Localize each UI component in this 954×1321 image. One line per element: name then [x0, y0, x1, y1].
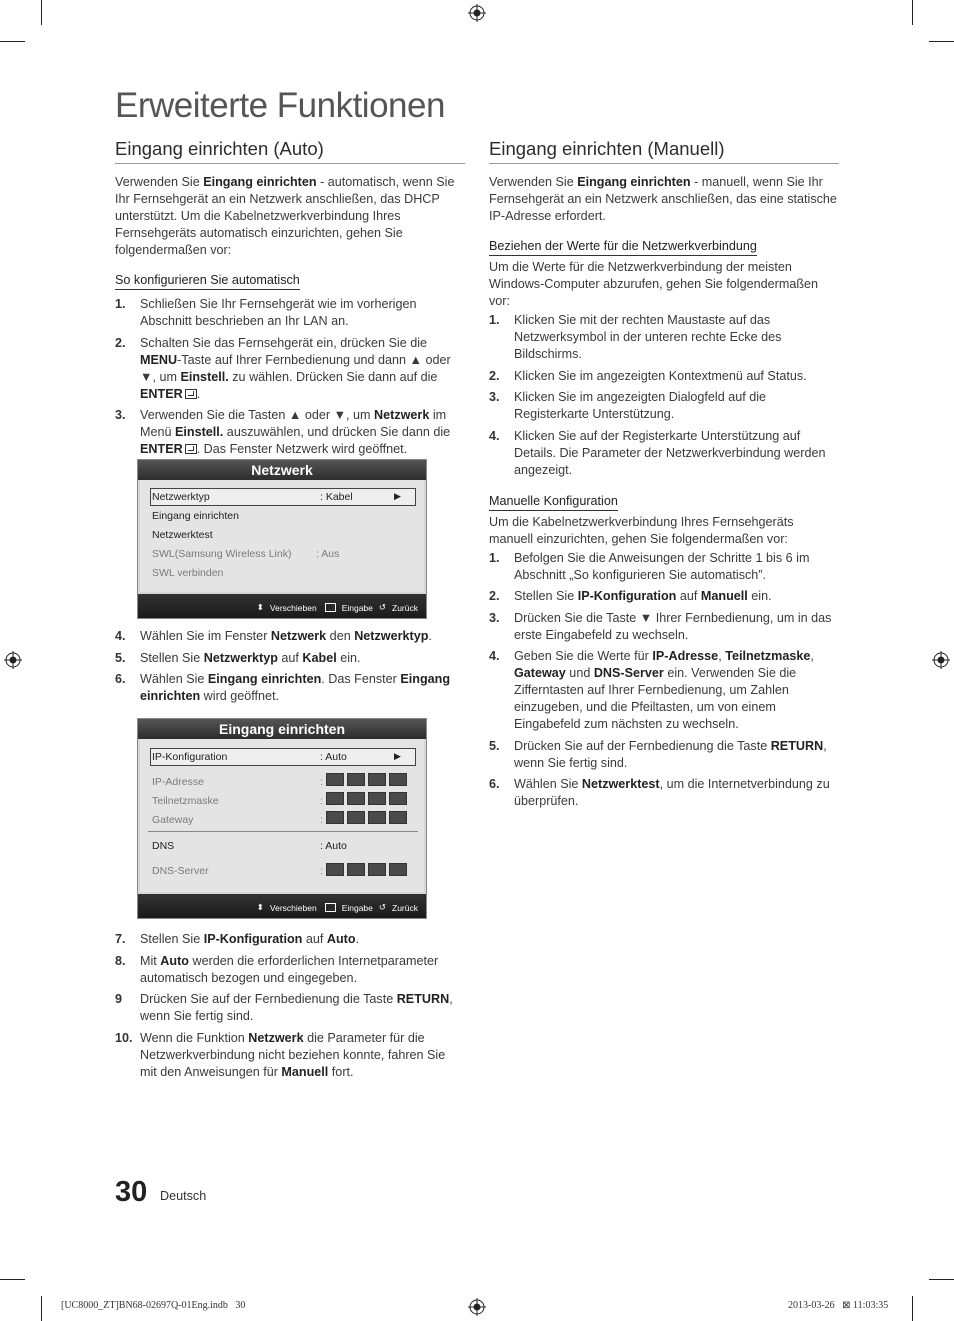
colon: : [320, 865, 323, 877]
footer-back: Zurück [392, 902, 418, 913]
ip-setup-panel [137, 718, 427, 919]
menu-item: SWL verbinden [152, 567, 224, 579]
bold-term: MENU [140, 352, 178, 367]
step-number: 4. [489, 428, 500, 443]
section-title-manual: Eingang einrichten (Manuell) [489, 138, 839, 164]
step-text: Befolgen Sie die Anweisungen der Schritte 1 bis 6 im Abschnitt „So konfigurieren Sie automatisch”. [514, 550, 810, 582]
crop-mark [929, 1279, 954, 1280]
step-number: 1. [489, 550, 500, 565]
step-number: 4. [489, 649, 500, 663]
ip-address-label: IP-Adresse [152, 776, 204, 788]
step-number: 7. [115, 932, 126, 946]
values-paragraph: Um die Werte für die Netzwerkverbindung der meisten Windows-Computer abzurufen, gehen Sie folgendermaßen vor: [489, 260, 819, 308]
gateway-fields[interactable] [326, 811, 407, 824]
bold-term: Manuell [700, 589, 748, 603]
page-number: 30 [115, 1176, 148, 1208]
step-text: Drücken Sie die Taste ▼ Ihrer Fernbedienung, um in das erste Eingabefeld zu wechseln. [514, 610, 832, 642]
list-item [115, 628, 465, 645]
bold-term: Netzwerk [374, 408, 430, 422]
bold-term: Manuell [281, 1064, 329, 1079]
list-item [489, 610, 839, 644]
page-title: Erweiterte Funktionen [115, 86, 445, 125]
bold-term: Netzwerktest [581, 777, 660, 791]
list-item [115, 953, 465, 987]
list-item [489, 588, 839, 605]
dns-server-fields[interactable] [326, 863, 407, 876]
bold-term: IP-Konfiguration [203, 932, 303, 946]
menu-item[interactable]: Eingang einrichten [152, 510, 239, 522]
bold-term: Eingang einrichten [203, 175, 317, 189]
step-number: 1. [489, 313, 500, 327]
bold-term: ENTER [140, 442, 183, 456]
slug-timestamp: 2013-03-26 ⊠ 11:03:35 [788, 1300, 889, 1311]
bold-term: Auto [160, 953, 189, 968]
list-item [115, 650, 465, 667]
list-item [115, 296, 465, 330]
colon: : [320, 814, 323, 826]
subheading-auto: So konfigurieren Sie automatisch [115, 273, 300, 290]
panel-title: Eingang einrichten [138, 719, 426, 739]
footer-enter: Eingabe [341, 602, 373, 613]
step-text: Verwenden Sie die Tasten ▲ oder ▼, um Netzwerk im Menü Einstell. auszuwählen, und drücken Sie dann die ENTER . Das Fenster Netzwerk wird geöffnet. [140, 408, 451, 456]
list-item [115, 931, 465, 948]
step-text: Geben Sie die Werte für IP-Adresse, Teilnetzmaske, Gateway und DNS-Server ein. Verwenden Sie die Zifferntasten auf Ihrer Fernbedienung, um Zahlen einzugeben, und die Pfeiltasten, um von einem Eingabefeld zum nächsten zu wechseln. [514, 649, 814, 731]
step-text: Drücken Sie auf der Fernbedienung die Taste RETURN, wenn Sie fertig sind. [140, 992, 453, 1023]
step-text: Klicken Sie mit der rechten Maustaste auf das Netzwerksymbol in der unteren rechte Ecke des Bildschirms. [514, 313, 782, 361]
crop-mark [929, 41, 954, 42]
manual-paragraph: Um die Kabelnetzwerkverbindung Ihres Fernsehgeräts manuell einzurichten, gehen Sie folgendermaßen vor: [489, 514, 794, 546]
panel-footer [138, 894, 426, 918]
updown-icon: ⬍ [256, 602, 264, 612]
bold-term: Eingang einrichten [577, 175, 691, 189]
list-item [489, 738, 839, 772]
footer-move: Verschieben [269, 602, 317, 613]
step-number: 4. [115, 629, 126, 643]
step-number: 5. [489, 738, 500, 753]
subnet-mask-fields[interactable] [326, 792, 407, 805]
step-text: Klicken Sie im angezeigten Kontextmenü auf Status. [514, 368, 807, 383]
list-item [489, 312, 839, 363]
bold-term: ENTER [140, 386, 183, 401]
step-text: Schließen Sie Ihr Fernsehgerät wie im vorherigen Abschnitt beschrieben an Ihr LAN an. [140, 297, 417, 328]
bold-term: Kabel [302, 650, 337, 665]
crop-mark [912, 0, 913, 25]
ip-config-value: : Auto [320, 751, 347, 763]
intro-paragraph: Verwenden Sie Eingang einrichten - automatisch, wenn Sie Ihr Fernsehgerät an ein Netzwerk anschließen, das DHCP unterstützt. Um die Kabelnetzwerkverbindung Ihres Fernsehgeräts automatisch einzurichten, gehen Sie folgendermaßen vor: [115, 175, 455, 257]
step-text: Wählen Sie Netzwerktest, um die Internetverbindung zu überprüfen. [514, 777, 830, 808]
list-item [115, 671, 465, 705]
crop-mark [0, 41, 25, 42]
bold-term: Einstell. [180, 369, 229, 384]
crop-mark [0, 1279, 25, 1280]
dns-server-label: DNS-Server [152, 865, 209, 877]
steps-list-values [489, 312, 839, 479]
step-number: 2. [489, 589, 500, 603]
subheading-values: Beziehen der Werte für die Netzwerkverbindung [489, 239, 757, 256]
list-item [115, 407, 465, 458]
step-text: Schalten Sie das Fernsehgerät ein, drücken Sie die MENU-Taste auf Ihrer Fernbedienung und dann ▲ oder ▼, um Einstell. zu wählen. Drücken Sie dann auf die ENTER . [140, 335, 451, 401]
list-item [489, 368, 839, 385]
panel-body [140, 480, 424, 592]
menu-item: SWL(Samsung Wireless Link) [152, 548, 292, 560]
step-text: Klicken Sie im angezeigten Dialogfeld auf die Registerkarte Unterstützung. [514, 390, 767, 421]
intro-paragraph: Verwenden Sie Eingang einrichten - manuell, wenn Sie Ihr Fernsehgerät an ein Netzwerk anschließen, das eine statische IP-Adresse erfordert. [489, 175, 837, 223]
list-item [489, 648, 839, 733]
step-number: 2. [115, 335, 126, 350]
step-number: 6. [115, 672, 126, 686]
steps-list-1 [115, 296, 465, 458]
step-text: Stellen Sie Netzwerktyp auf Kabel ein. [140, 650, 361, 665]
return-icon: ↺ [378, 602, 387, 612]
enter-icon [185, 444, 197, 454]
step-text: Klicken Sie auf der Registerkarte Unterstützung auf Details. Die Parameter der Netzwerkverbindung werden angezeigt. [514, 428, 826, 477]
bold-term: RETURN [770, 738, 824, 753]
arrow-right-icon: ▶ [394, 491, 401, 501]
list-item [489, 550, 839, 584]
network-menu-panel [137, 459, 427, 619]
subnet-mask-label: Teilnetzmaske [152, 795, 219, 807]
step-text: Wählen Sie Eingang einrichten. Das Fenster Eingang einrichten wird geöffnet. [140, 672, 451, 703]
bold-term: Auto [326, 932, 356, 946]
subheading-manual: Manuelle Konfiguration [489, 494, 618, 511]
gateway-label: Gateway [152, 814, 194, 826]
bold-term: Eingang einrichten [140, 672, 451, 703]
bold-term: Netzwerk [248, 1030, 304, 1045]
crop-mark [41, 0, 42, 25]
ip-address-fields[interactable] [326, 773, 407, 786]
ip-config-label[interactable]: IP-Konfiguration [152, 751, 228, 763]
return-icon: ↺ [378, 902, 387, 912]
bold-term: Netzwerktyp [203, 650, 278, 665]
left-column-bottom [115, 931, 465, 1085]
panel-body [140, 739, 424, 892]
dns-label[interactable]: DNS [152, 840, 175, 852]
list-item [115, 991, 465, 1025]
menu-item[interactable]: Netzwerktyp [152, 491, 210, 503]
step-text: Stellen Sie IP-Konfiguration auf Auto. [140, 932, 360, 946]
step-number: 2. [489, 368, 500, 383]
arrow-right-icon: ▶ [394, 751, 401, 761]
step-text: Drücken Sie auf der Fernbedienung die Taste RETURN, wenn Sie fertig sind. [514, 738, 827, 770]
steps-list-2 [115, 628, 465, 705]
updown-icon: ⬍ [256, 902, 264, 912]
step-number: 9 [115, 992, 123, 1006]
bold-term: Netzwerk [270, 629, 327, 643]
left-column [115, 138, 465, 463]
step-number: 6. [489, 777, 500, 791]
registration-mark-icon [468, 1298, 486, 1316]
left-column-mid [115, 628, 465, 710]
bold-term: Einstell. [175, 425, 224, 439]
step-number: 10. [115, 1030, 133, 1045]
footer-enter: Eingabe [341, 902, 373, 913]
menu-item-value: : Kabel [320, 491, 353, 503]
panel-title: Netzwerk [138, 460, 426, 480]
language-label: Deutsch [160, 1189, 207, 1203]
list-item [489, 776, 839, 810]
steps-list-3 [115, 931, 465, 1081]
list-item [489, 389, 839, 423]
bold-term: IP-Konfiguration [577, 589, 677, 603]
bold-term: Teilnetzmaske [725, 649, 811, 663]
step-number: 1. [115, 297, 126, 311]
crop-mark [41, 1296, 42, 1321]
list-item [489, 428, 839, 479]
step-text: Stellen Sie IP-Konfiguration auf Manuell ein. [514, 589, 772, 603]
slug-filename: [UC8000_ZT]BN68-02697Q-01Eng.indb 30 [61, 1300, 246, 1311]
step-number: 5. [115, 650, 126, 665]
footer-move: Verschieben [269, 902, 317, 913]
menu-item[interactable]: Netzwerktest [152, 529, 213, 541]
steps-list-manual [489, 550, 839, 811]
colon: : [320, 795, 323, 807]
dns-value: : Auto [320, 840, 347, 852]
bold-term: DNS-Server [593, 666, 664, 680]
footer-back: Zurück [392, 602, 418, 613]
enter-icon [185, 389, 197, 399]
bold-term: RETURN [396, 992, 450, 1006]
colon: : [320, 776, 323, 788]
enter-icon [325, 903, 336, 912]
bold-term: IP-Adresse [652, 649, 719, 663]
step-number: 8. [115, 953, 126, 968]
registration-mark-icon [932, 651, 950, 669]
step-number: 3. [489, 390, 500, 404]
bold-term: Gateway [514, 666, 566, 680]
enter-icon [325, 603, 336, 612]
crop-mark [912, 1296, 913, 1321]
step-number: 3. [115, 408, 126, 422]
list-item [115, 1030, 465, 1081]
bold-term: Eingang einrichten [207, 672, 322, 686]
menu-item-value: : Aus [316, 548, 340, 560]
step-text: Wählen Sie im Fenster Netzwerk den Netzwerktyp. [140, 629, 432, 643]
registration-mark-icon [4, 651, 22, 669]
step-text: Mit Auto werden die erforderlichen Internetparameter automatisch bezogen und eingegeben. [140, 953, 439, 985]
panel-footer [138, 594, 426, 618]
registration-mark-icon [468, 4, 486, 22]
step-number: 3. [489, 610, 500, 625]
bold-term: Netzwerktyp [354, 629, 429, 643]
list-item [115, 335, 465, 403]
right-column [489, 138, 839, 815]
section-title-auto: Eingang einrichten (Auto) [115, 138, 465, 164]
divider [148, 831, 418, 832]
step-text: Wenn die Funktion Netzwerk die Parameter für die Netzwerkverbindung nicht beziehen konnte, fahren Sie mit den Anweisungen für Manuell fort. [140, 1030, 446, 1079]
